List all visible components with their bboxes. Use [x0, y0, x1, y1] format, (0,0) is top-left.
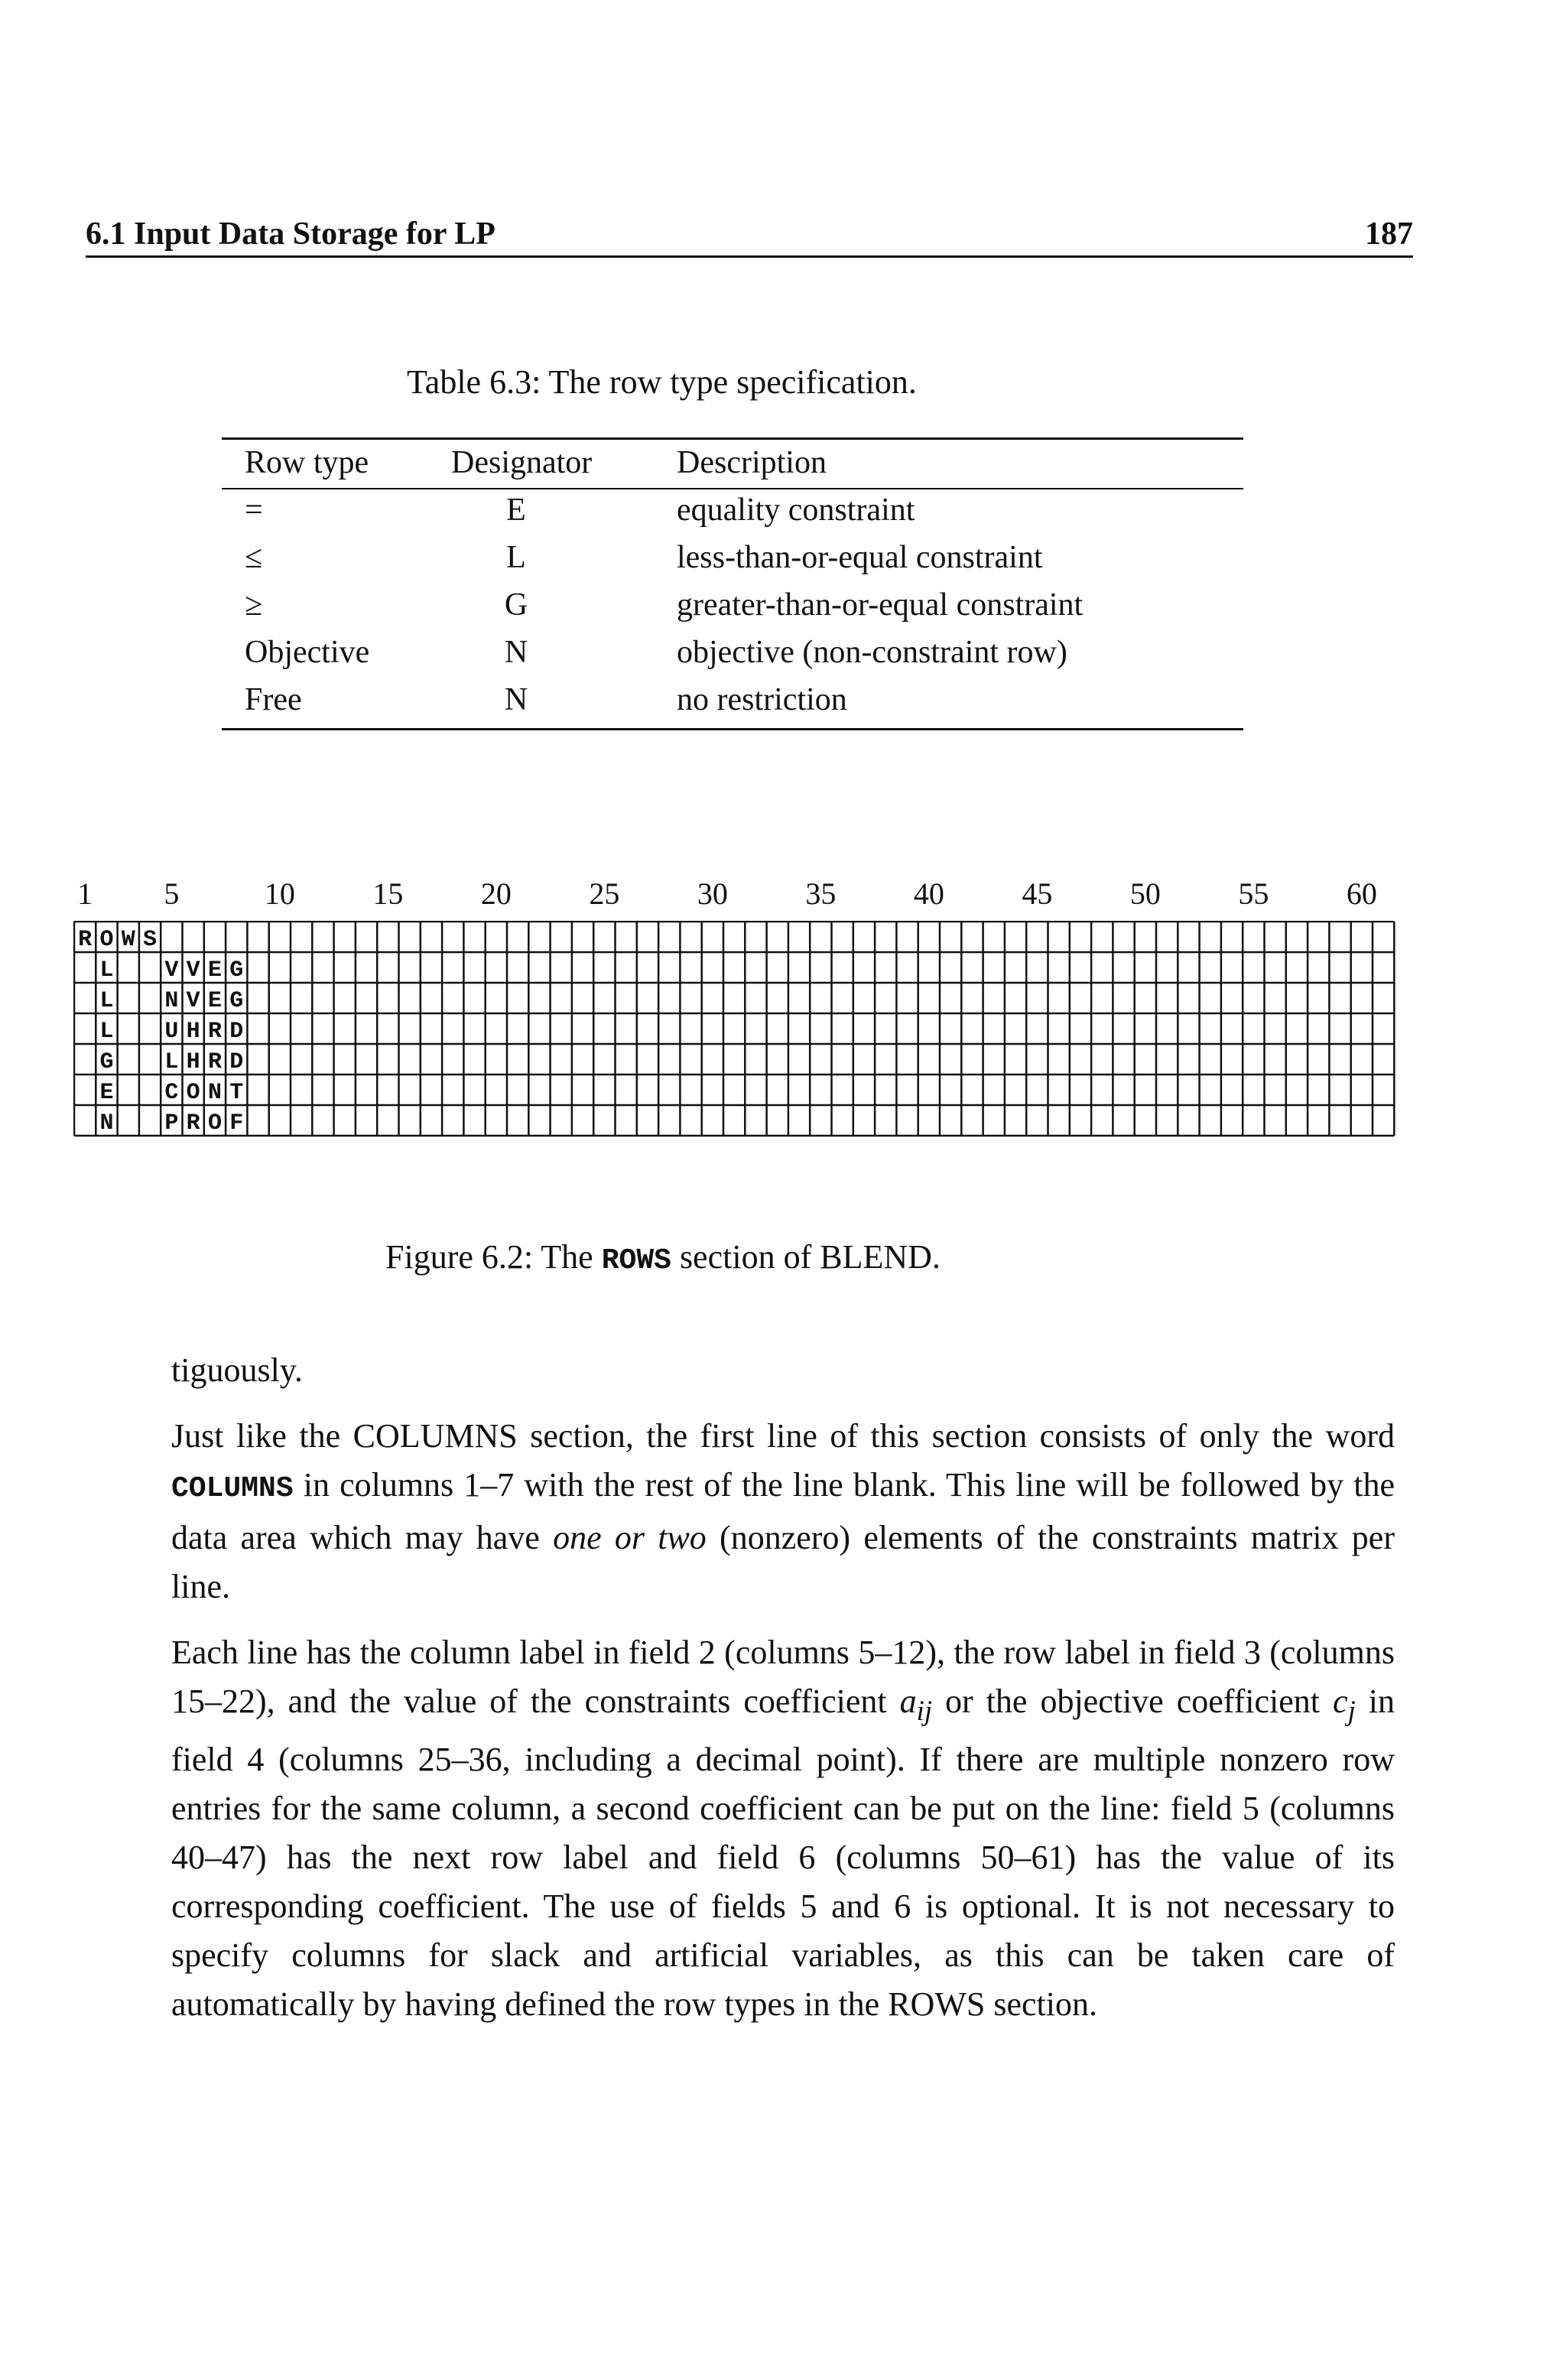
- inline-code: COLUMNS: [171, 1472, 294, 1505]
- grid-row-type-char: E: [99, 1080, 114, 1106]
- grid-row-name-char: L: [164, 1049, 179, 1075]
- text-run: (nonzero) elements of the constraints matrix per line.: [171, 1519, 1395, 1605]
- grid-row-name-char: C: [164, 1080, 179, 1106]
- grid-row-name-char: U: [164, 1019, 179, 1045]
- table-cell-description: less-than-or-equal constraint: [677, 540, 1043, 575]
- grid-row-name-char: D: [229, 1049, 244, 1075]
- table-cell-row-type: Free: [245, 682, 302, 717]
- text-run: Each line has the column label in field 2 (columns 5–12), the row label in field 3 (columns 15–22), and the value of the constraints coefficient: [171, 1634, 1395, 1720]
- grid-row-name-char: V: [186, 988, 200, 1014]
- table-cell-row-type: =: [245, 493, 263, 528]
- math-cj: [1333, 1683, 1356, 1726]
- figure-caption-prefix: Figure 6.2: The: [385, 1238, 602, 1276]
- column-number-label: 25: [589, 876, 620, 911]
- column-number-label: 1: [77, 876, 93, 911]
- math-symbol: c: [1333, 1683, 1348, 1720]
- page-number: 187: [1365, 216, 1413, 252]
- table-cell-description: greater-than-or-equal constraint: [677, 587, 1084, 623]
- grid-section-char: W: [121, 927, 135, 953]
- text-run: or the objective coefficient: [932, 1683, 1334, 1720]
- emphasis-text: one or two: [553, 1519, 707, 1556]
- grid-row-name-char: E: [207, 988, 222, 1014]
- math-aij: [899, 1683, 933, 1726]
- section-title: 6.1 Input Data Storage for LP: [86, 216, 495, 252]
- grid-row-name-char: O: [207, 1110, 222, 1136]
- column-number-label: 15: [372, 876, 404, 911]
- table-cell-row-type: ≥: [245, 587, 263, 623]
- table-cell-description: no restriction: [677, 682, 847, 717]
- grid-section-char: O: [99, 927, 114, 953]
- column-number-label: 20: [480, 876, 512, 911]
- grid-row-name-char: H: [186, 1019, 200, 1045]
- column-number-label: 55: [1238, 876, 1269, 911]
- grid-row-name-char: G: [229, 988, 244, 1014]
- column-number-label: 60: [1346, 876, 1377, 911]
- grid-row-name-char: T: [229, 1080, 244, 1106]
- math-symbol: a: [899, 1683, 917, 1720]
- grid-row-name-char: G: [229, 958, 244, 984]
- grid-section-char: S: [143, 927, 158, 953]
- row-type-table: [222, 437, 1243, 731]
- figure-caption: [385, 1236, 941, 1283]
- grid-row-name-char: V: [186, 958, 200, 984]
- table-cell-designator: L: [506, 540, 526, 575]
- header-rule: [86, 255, 1413, 258]
- table-cell-description: equality constraint: [677, 493, 915, 528]
- grid-row-type-char: G: [99, 1049, 114, 1075]
- column-number-label: 50: [1129, 876, 1161, 911]
- rows-section-grid: [73, 921, 1397, 1138]
- grid-row-name-char: R: [207, 1049, 222, 1075]
- grid-row-type-char: L: [99, 1019, 114, 1045]
- table-bottom-rule: [222, 728, 1243, 730]
- table-cell-description: objective (non-constraint row): [677, 635, 1067, 670]
- grid-column-numbers: [43, 873, 1389, 915]
- column-number-label: 40: [913, 876, 944, 911]
- table-cell-designator: N: [504, 635, 528, 670]
- table-cell-row-type: Objective: [245, 635, 370, 670]
- table-top-rule: [222, 437, 1243, 440]
- paragraph-columns-intro: [171, 1412, 1395, 1611]
- grid-row-type-char: L: [99, 988, 114, 1014]
- text-run: in field 4 (columns 25–36, including a decimal point). If there are multiple nonzero row entries for the same column, a second coefficient can be put on the line: field 5 (columns 40–47) has the next row label and field 6 (columns 50–61) has the value of its corresponding coefficient. The use of fields 5 and 6 is optional. It is not necessary to specify columns for slack and artificial variables, as this can be taken care of automatically by having defined the row types in the ROWS section.: [171, 1683, 1395, 2023]
- grid-row-name-char: O: [186, 1080, 200, 1106]
- grid-row-name-char: P: [164, 1110, 179, 1136]
- grid-section-char: R: [78, 927, 93, 953]
- text-run: Just like the COLUMNS section, the first line of this section consists of only the word: [171, 1417, 1395, 1455]
- grid-row-name-char: H: [186, 1049, 200, 1075]
- coding-form-grid: [73, 921, 1397, 1138]
- grid-row-name-char: R: [207, 1019, 222, 1045]
- figure-caption-suffix: section of BLEND.: [671, 1238, 941, 1276]
- grid-row-name-char: E: [207, 958, 222, 984]
- grid-row-name-char: N: [164, 988, 179, 1014]
- running-head: [86, 213, 1413, 255]
- figure-caption-code: ROWS: [601, 1244, 671, 1277]
- table-header-designator: Designator: [451, 445, 593, 480]
- table-header-rule: [222, 488, 1243, 489]
- grid-row-name-char: V: [164, 958, 179, 984]
- column-number-label: 10: [264, 876, 295, 911]
- paragraph-field-layout: [171, 1628, 1395, 2029]
- table-cell-row-type: ≤: [245, 540, 263, 575]
- column-number-label: 30: [697, 876, 728, 911]
- body-text: [171, 1346, 1395, 2046]
- grid-row-name-char: R: [186, 1110, 200, 1136]
- table-header-description: Description: [677, 445, 827, 480]
- math-subscript: ij: [916, 1694, 933, 1726]
- grid-row-type-char: N: [99, 1110, 114, 1136]
- table-cell-designator: G: [504, 587, 528, 623]
- grid-row-name-char: D: [229, 1019, 244, 1045]
- column-number-label: 45: [1022, 876, 1053, 911]
- table-cell-designator: N: [504, 682, 528, 717]
- column-number-label: 5: [164, 876, 180, 911]
- text-run: in columns 1–7 with the rest of the line blank. This line will be followed by the data area which may have: [171, 1466, 1395, 1556]
- grid-row-type-char: L: [99, 958, 114, 984]
- math-subscript: j: [1347, 1694, 1356, 1726]
- table-cell-designator: E: [506, 493, 526, 528]
- grid-row-name-char: N: [207, 1080, 222, 1106]
- table-caption: Table 6.3: The row type specification.: [407, 363, 917, 401]
- table-header-row-type: Row type: [245, 445, 369, 480]
- paragraph-fragment: tiguously.: [171, 1351, 303, 1389]
- grid-row-name-char: F: [229, 1110, 244, 1136]
- column-number-label: 35: [805, 876, 837, 911]
